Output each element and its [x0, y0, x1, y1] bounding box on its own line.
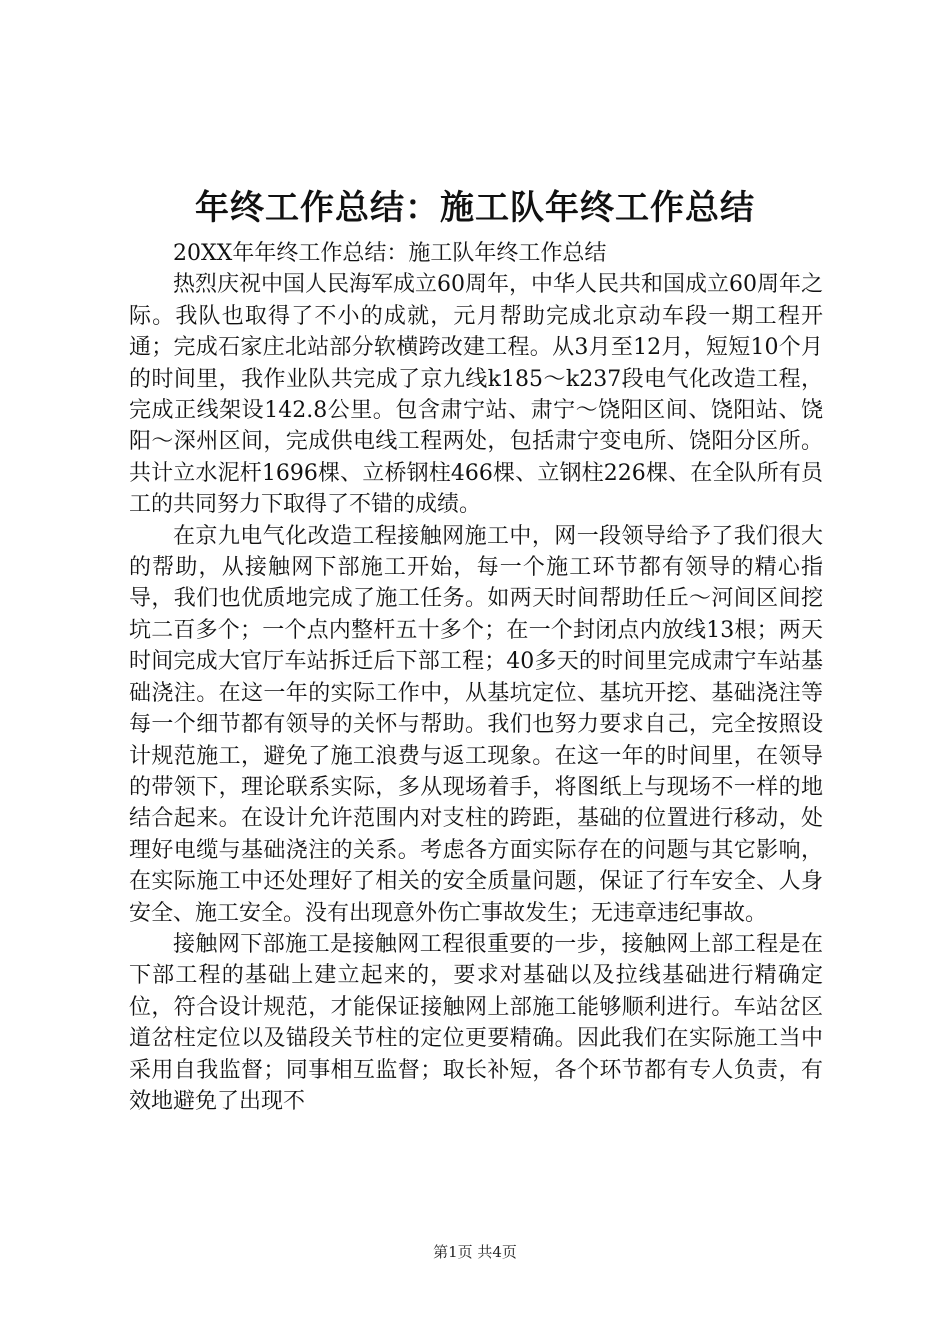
- paragraph-subtitle: 20XX年年终工作总结：施工队年终工作总结: [173, 241, 607, 266]
- page-footer: 第1页 共4页: [433, 1243, 517, 1261]
- document-body: [129, 238, 823, 1117]
- paragraph: 接触网下部施工是接触网工程很重要的一步，接触网上部工程是在下部工程的基础上建立起来的，要求对基础以及拉线基础进行精确定位，符合设计规范，才能保证接触网上部施工能够顺利进行。车站岔区道岔柱定位以及锚段关节柱的定位更要精确。因此我们在实际施工当中采用自我监督；同事相互监督；取长补短，各个环节都有专人负责，有效地避免了出现不: [129, 931, 823, 1114]
- paragraph: 在京九电气化改造工程接触网施工中，网一段领导给予了我们很大的帮助，从接触网下部施工开始，每一个施工环节都有领导的精心指导，我们也优质地完成了施工任务。如两天时间帮助任丘～河间区间挖坑二百多个；一个点内整杆五十多个；在一个封闭点内放线13根；两天时间完成大官厅车站拆迁后下部工程；40多天的时间里完成肃宁车站基础浇注。在这一年的实际工作中，从基坑定位、基坑开挖、基础浇注等每一个细节都有领导的关怀与帮助。我们也努力要求自己，完全按照设计规范施工，避免了施工浪费与返工现象。在这一年的时间里，在领导的带领下，理论联系实际，多从现场着手，将图纸上与现场不一样的地结合起来。在设计允许范围内对支柱的跨距，基础的位置进行移动，处理好电缆与基础浇注的关系。考虑各方面实际存在的问题与其它影响，在实际施工中还处理好了相关的安全质量问题，保证了行车安全、人身安全、施工安全。没有出现意外伤亡事故发生；无违章违纪事故。: [129, 523, 823, 926]
- paragraph: 热烈庆祝中国人民海军成立60周年，中华人民共和国成立60周年之际。我队也取得了不小的成就，元月帮助完成北京动车段一期工程开通；完成石家庄北站部分软横跨改建工程。从3月至12月，短短10个月的时间里，我作业队共完成了京九线k185～k237段电气化改造工程，完成正线架设142.8公里。包含肃宁站、肃宁～饶阳区间、饶阳站、饶阳～深州区间，完成供电线工程两处，包括肃宁变电所、饶阳分区所。共计立水泥杆1696棵、立桥钢柱466棵、立钢柱226棵、在全队所有员工的共同努力下取得了不错的成绩。: [129, 272, 823, 518]
- document-title: 年终工作总结：施工队年终工作总结: [195, 188, 755, 228]
